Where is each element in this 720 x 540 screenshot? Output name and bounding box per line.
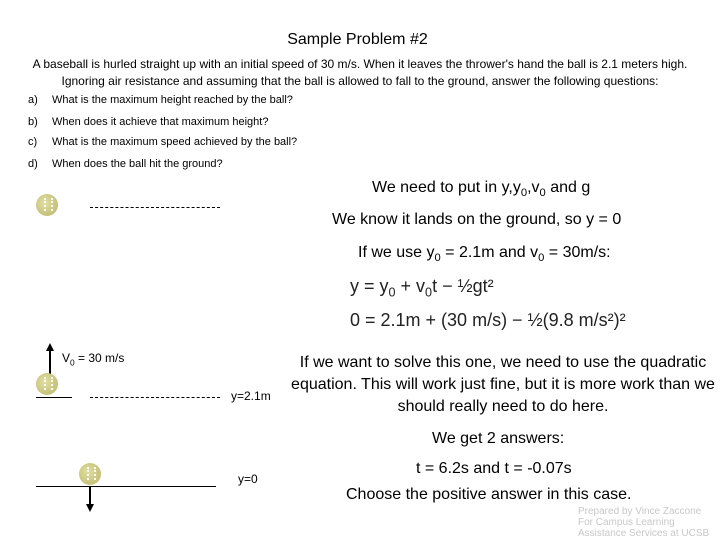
- max-height-dashed-line: [90, 207, 220, 208]
- answers-heading: We get 2 answers:: [432, 430, 565, 447]
- watermark-line: For Campus Learning: [578, 517, 675, 528]
- watermark-line: Assistance Services at UCSB: [578, 528, 710, 539]
- release-height-dashed-line: [90, 397, 220, 398]
- answers-text: t = 6.2s and t = -0.07s: [416, 460, 572, 477]
- substituted-equation: 0 = 2.1m + (30 m/s) − ½(9.8 m/s²)²: [350, 310, 626, 330]
- problem-statement: [0, 56, 720, 90]
- watermark-line: Prepared by Vince Zaccone: [578, 506, 702, 517]
- problem-line-1: A baseball is hurled straight up with an initial speed of 30 m/s. When it leaves the thrower's hand the ball is 2.1 meters high.: [32, 57, 688, 71]
- baseball-icon: [36, 194, 58, 216]
- v0-label: $V_0 = 30$ m/s: [62, 351, 125, 368]
- quadratic-note: If we want to solve this one, we need to use the quadratic equation. This will work just fine, but it is more work than we should really need to do here.: [291, 354, 715, 415]
- velocity-down-arrow-icon: [84, 486, 96, 512]
- page-title: Sample Problem #2: [287, 31, 428, 48]
- release-surface-line: [36, 397, 72, 398]
- problem-line-2: Ignoring air resistance and assuming that the ball is allowed to fall to the ground, answer the following questions:: [61, 74, 659, 88]
- question-label: a): [28, 94, 38, 106]
- question-text: When does it achieve that maximum height?: [52, 116, 269, 128]
- question-text: When does the ball hit the ground?: [52, 158, 223, 170]
- baseball-icon: [36, 373, 58, 395]
- choose-text: Choose the positive answer in this case.: [346, 486, 632, 503]
- question-text: What is the maximum speed achieved by the ball?: [52, 136, 298, 148]
- need-text: We need to put in $y,y_0,v_0$ and g: [372, 179, 591, 200]
- release-height-label: y=2.1m: [231, 389, 271, 403]
- kinematic-equation: $y = y_0 + v_0t$ − ½gt²: [350, 276, 494, 300]
- question-text: What is the maximum height reached by the ball?: [52, 94, 293, 106]
- ground-line: [36, 486, 216, 487]
- ground-label: y=0: [238, 472, 258, 486]
- question-label: c): [28, 136, 38, 148]
- lands-text: We know it lands on the ground, so y = 0: [332, 211, 622, 228]
- baseball-icon: [79, 463, 101, 485]
- question-label: d): [28, 158, 38, 170]
- values-text: If we use $y_0 = 2.1m$ and $v_0 = 30m/s$:: [358, 244, 611, 265]
- question-label: b): [28, 116, 38, 128]
